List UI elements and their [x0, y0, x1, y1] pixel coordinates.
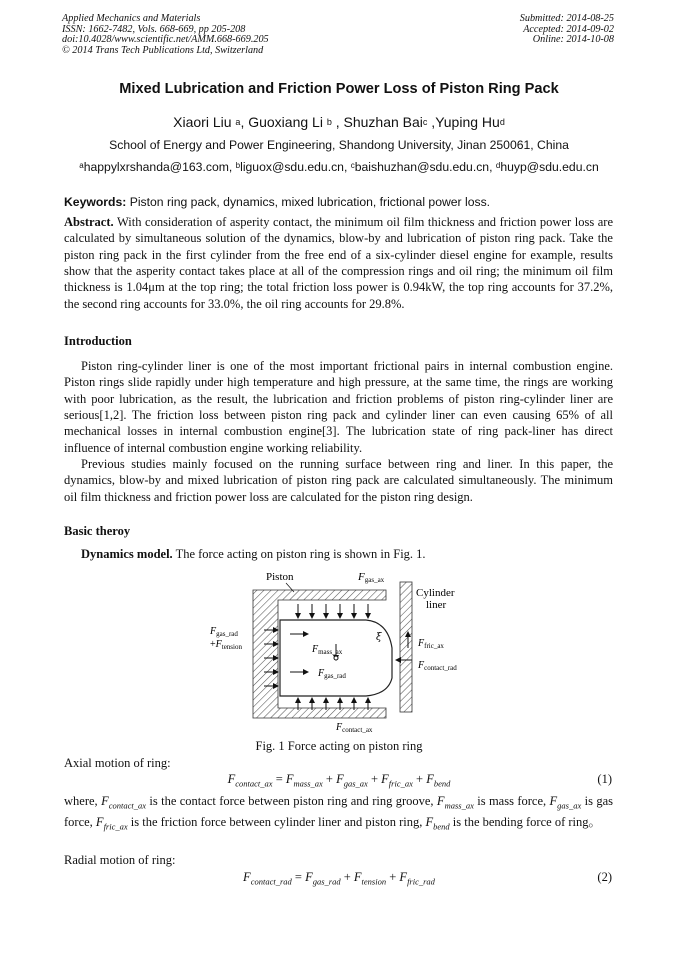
keywords	[64, 195, 616, 209]
piston-ring-diagram	[208, 568, 478, 736]
label-piston: Piston	[266, 571, 294, 583]
keywords-label: Keywords:	[64, 195, 127, 209]
author-name: Shuzhan Bai	[343, 114, 423, 130]
author-sep: ,	[331, 114, 344, 130]
abstract-text: With consideration of asperity contact, the minimum oil film thickness and friction power loss are calculated by simultaneous solution of the dynamics, blow-by and lubrication of piston ring pack. Take the piston ring pack in the first cylinder from the free end of a six-cylinder diesel engine for example, results show that the asperity contact takes place at all of the compression rings and oil ring; the minimum oil film thickness is 1.04μm at the top ring; the total friction loss power is 0.94kW, the top ring accounts for 37.2%, the second ring accounts for 33.0%, the oil ring accounts for 29.8%.	[64, 215, 613, 311]
label-F-gas-rad-inner: $F_{gas\_rad}$	[318, 668, 346, 680]
author-sup: c	[422, 117, 428, 127]
equation-1: $F_{contact\_ax} = F_{mass\_ax} + F_{gas\_ax} + F_{fric\_ax} + F_{bend}$	[227, 772, 451, 789]
journal-header-left	[62, 14, 269, 56]
equation-2-number: (2)	[597, 870, 612, 884]
author-sup: b	[326, 117, 332, 127]
figure-caption: Fig. 1 Force acting on piston ring	[255, 739, 423, 753]
author-sup: d	[499, 117, 505, 127]
email-sep: ,	[489, 160, 496, 174]
label-F-mass-ax: $F_{mass\_ax}$	[312, 644, 343, 656]
email-link[interactable]: huyp@sdu.edu.cn	[500, 160, 599, 174]
section-heading-basic-theory: Basic theroy	[64, 524, 131, 538]
submitted-date: Submitted: 2014-08-25	[519, 13, 614, 24]
abstract-label: Abstract.	[64, 215, 114, 229]
online-date: Online: 2014-10-08	[532, 34, 614, 46]
email-link[interactable]: baishuzhan@sdu.edu.cn	[354, 160, 490, 174]
journal-name: Applied Mechanics and Materials	[62, 13, 201, 24]
affiliation: School of Energy and Power Engineering, Shandong University, Jinan 250061, China	[109, 138, 569, 152]
dynamics-text: The force acting on piston ring is shown in Fig. 1.	[172, 547, 426, 561]
label-F-contact-rad: $F_{contact\_rad}$	[418, 660, 457, 672]
email-sep: ,	[228, 160, 236, 174]
author-name: Yuping Hu	[435, 114, 500, 130]
figure-1	[208, 568, 478, 736]
intro-paragraph-1: Piston ring-cylinder liner is one of the most important frictional pairs in internal combustion engine. Piston rings slide rapidly under high temperature and high pressure, at the same time, the rings are working with poor lubrication, as the result, the lubrication and friction problems of piston ring-cylinder liner are serious[1,2]. The friction loss between piston ring pack and cylinder liner can even causing 65% of all mechanical losses in internal combustion engine[3]. The lubrication state of ring pack-liner has direct influence of internal combustion engine working reliability.	[64, 359, 613, 455]
section-heading-introduction: Introduction	[64, 334, 132, 348]
accepted-date: Accepted: 2014-09-02	[523, 23, 614, 35]
email-sep: ,	[343, 160, 351, 174]
cylinder-liner	[400, 582, 412, 712]
copyright: © 2014 Trans Tech Publications Ltd, Switzerland	[62, 44, 264, 56]
email-sup: b	[235, 161, 241, 170]
intro-paragraph-2: Previous studies mainly focused on the running surface between ring and liner. In this paper, the dynamics, blow-by and mixed lubrication of piston ring pack are calculated simultaneously. The minimum oil film thickness and friction power loss are calculated for the piston ring design.	[64, 457, 613, 504]
dynamics-label: Dynamics model.	[81, 547, 173, 561]
email-sup: a	[79, 161, 84, 170]
email-link[interactable]: happylxrshanda@163.com	[83, 160, 229, 174]
author-name: Xiaori Liu	[173, 114, 232, 130]
axial-motion-label: Axial motion of ring:	[64, 756, 171, 770]
author-sup: a	[235, 117, 241, 127]
issn: ISSN: 1662-7482, Vols. 668-669, pp 205-208	[62, 23, 246, 35]
label-liner: liner	[426, 599, 447, 611]
axial-where-paragraph: where, $F_{contact\_ax}$ is the contact force between piston ring and ring groove, $F_{mass\_ax}$ is mass force, $F_{gas\_ax}$ is gas force, $F_{fric\_ax}$ is the friction force between cylinder liner and piston ring, $F_{bend}$ is the bending force of ring。	[64, 794, 614, 832]
radial-motion-label: Radial motion of ring:	[64, 853, 176, 867]
gas-ax-arrows	[298, 604, 368, 618]
author-sep: ,	[427, 114, 436, 130]
label-F-fric-ax: $F_{fric\_ax}$	[418, 638, 444, 650]
label-F-tension: $+F_{tension}$	[210, 639, 242, 651]
email-list	[0, 160, 678, 174]
paper-title: Mixed Lubrication and Friction Power Loss of Piston Ring Pack	[119, 81, 559, 97]
label-F-contact-ax: $F_{contact\_ax}$	[336, 722, 373, 734]
email-sup: c	[350, 161, 355, 170]
dynamics-model-line	[81, 547, 426, 562]
journal-header-right	[520, 14, 614, 46]
label-cylinder: Cylinder	[416, 587, 455, 599]
label-F-gas-ax: Fgas_ax	[358, 571, 385, 584]
label-F-gas-rad: $F_{gas\_rad}$	[210, 626, 238, 638]
equation-1-number: (1)	[597, 772, 612, 786]
email-sup: d	[495, 161, 501, 170]
doi[interactable]: doi:10.4028/www.scientific.net/AMM.668-669.205	[62, 34, 269, 46]
author-list	[0, 114, 678, 130]
center-of-mass	[334, 656, 338, 660]
label-xi: ξ	[376, 632, 382, 643]
author-name: Guoxiang Li	[248, 114, 323, 130]
equation-2: $F_{contact\_rad} = F_{gas\_rad} + F_{tension} + F_{fric\_rad}$	[243, 870, 435, 887]
abstract	[64, 214, 613, 312]
keywords-text: Piston ring pack, dynamics, mixed lubrication, frictional power loss.	[126, 195, 491, 209]
email-link[interactable]: liguox@sdu.edu.cn	[240, 160, 344, 174]
author-sep: ,	[240, 114, 249, 130]
